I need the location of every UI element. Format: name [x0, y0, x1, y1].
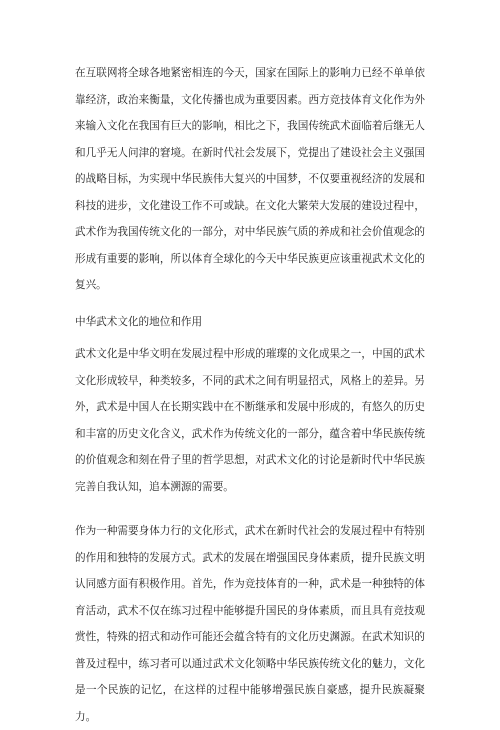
- section-heading: 中华武术文化的地位和作用: [75, 315, 203, 328]
- body-paragraph-2: 作为一种需要身体力行的文化形式，武术在新时代社会的发展过程中有特别的作用和独特的发展方式。武术的发展在增强国民身体素质，提升民族文明认同感方面有积极作用。首先，作为竞技体育的一种，武术是一种独特的体育活动，武术不仅在练习过程中能够提升国民的身体素质，而且具有竞技观赏性，特殊的招式和动作可能还会蕴含特有的文化历史渊源。在武术知识的普及过程中，练习者可以通过武术文化领略中华民族传统文化的魅力，文化是一个民族的记忆，在这样的过程中能够增强民族自豪感，提升民族凝聚力。: [75, 525, 425, 723]
- intro-paragraph: 在互联网将全球各地紧密相连的今天，国家在国际上的影响力已经不单单依靠经济，政治来衡量，文化传播也成为重要因素。西方竞技体育文化作为外来输入文化在我国有巨大的影响，相比之下，我国传统武术面临着后继无人和几乎无人问津的窘境。在新时代社会发展下，党提出了建设社会主义强国的战略目标，为实现中华民族伟大复兴的中国梦，不仅要重视经济的发展和科技的进步，文化建设工作不可或缺。在文化大繁荣大发展的建设过程中，武术作为我国传统文化的一部分，对中华民族气质的养成和社会价值观念的形成有重要的影响，所以体育全球化的今天中华民族更应该重视武术文化的复兴。: [75, 67, 425, 291]
- body-paragraph-1: 武术文化是中华文明在发展过程中形成的璀璨的文化成果之一，中国的武术文化形成较早，种类较多，不同的武术之间有明显招式，风格上的差异。另外，武术是中国人在长期实践中在不断继承和发展中形成的，有悠久的历史和丰富的历史文化含义，武术作为传统文化的一部分，蕴含着中华民族传统的价值观念和刻在骨子里的哲学思想，对武术文化的讨论是新时代中华民族完善自我认知，追本溯源的需要。: [75, 348, 425, 493]
